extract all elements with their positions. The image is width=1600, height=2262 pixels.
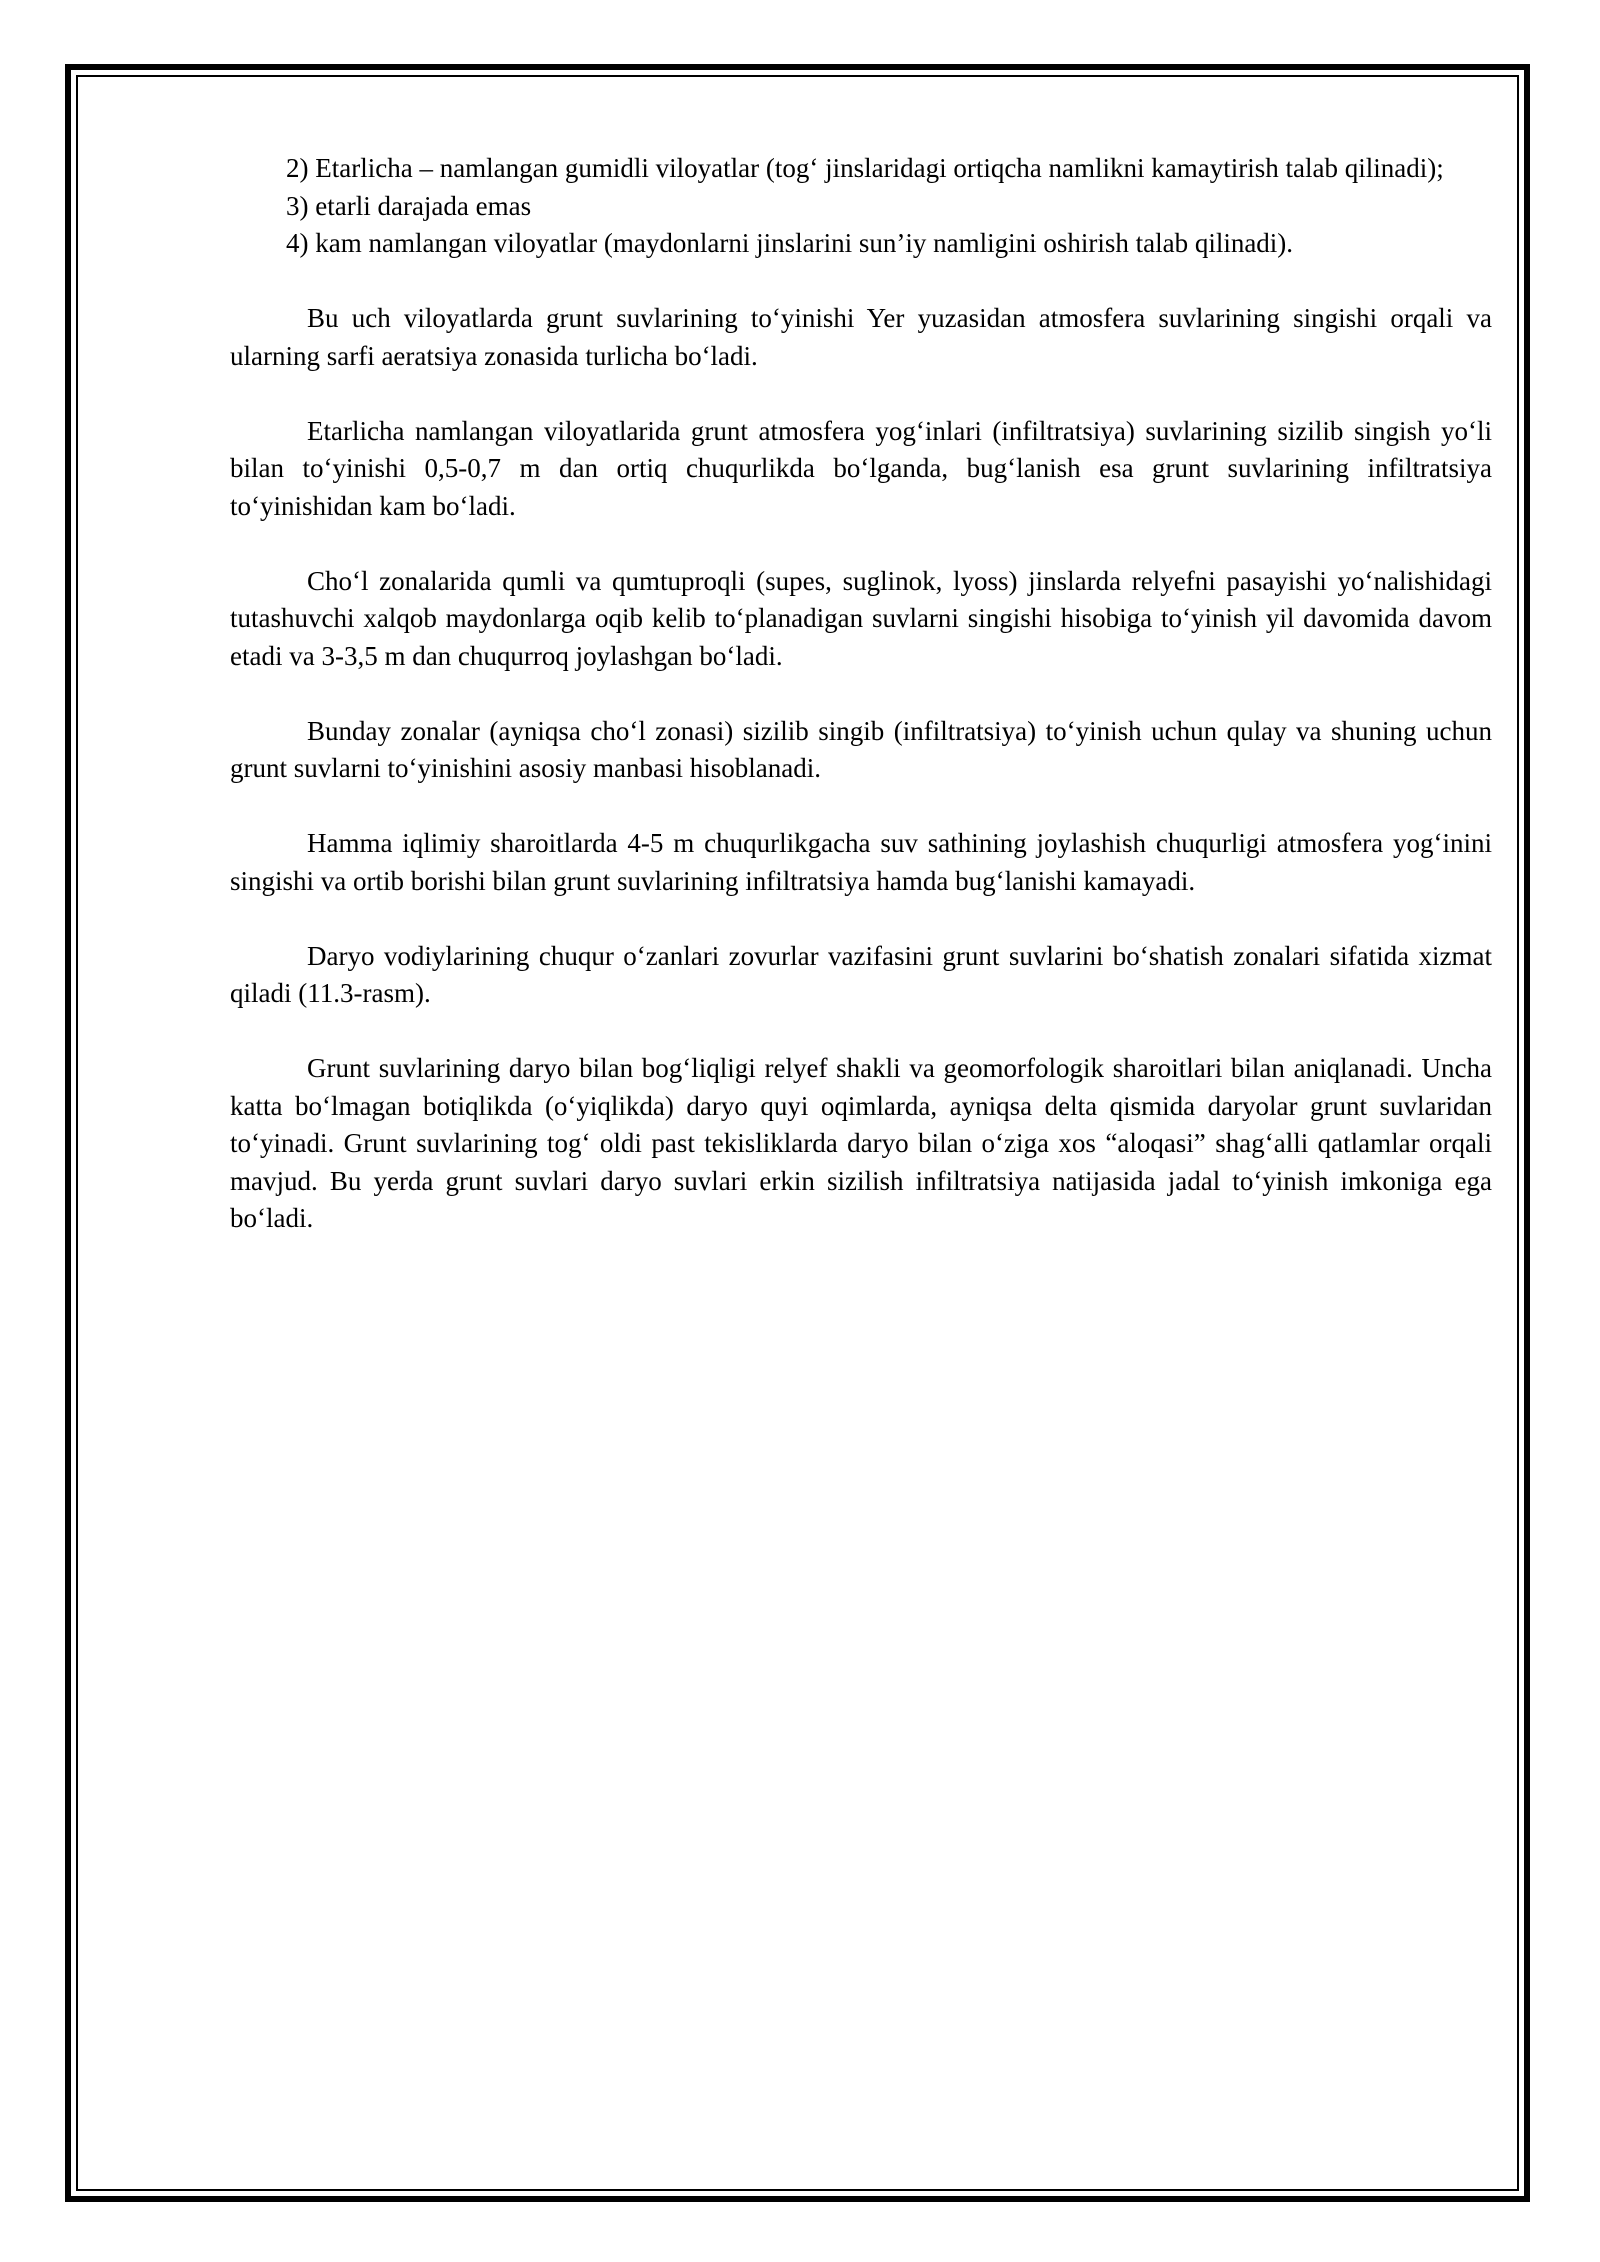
list-item-number: 4) [286,228,309,258]
list-item [286,188,1492,226]
list-item [286,150,1492,188]
list-item-number: 3) [286,190,309,221]
paragraph: Bunday zonalar (ayniqsa cho‘l zonasi) sizilib singib (infiltratsiya) to‘yinish uchun qulay va shuning uchun grunt suvlarni to‘yinishini asosiy manbasi hisoblanadi. [230,715,1492,783]
list-item-text: etarli darajada emas [315,190,532,221]
list-item-number: 2) [286,153,309,183]
document-body [230,150,1492,1238]
paragraph: Etarlicha namlangan viloyatlarida grunt atmosfera yog‘inlari (infiltratsiya) suvlarining sizilib singish yo‘li bilan to‘yinishi 0,5-0,7 m dan ortiq chuqurlikda bo‘lganda, bug‘lanish esa grunt suvlarining infiltratsiya to‘yinishidan kam bo‘ladi. [230,415,1492,521]
paragraph: Grunt suvlarining daryo bilan bog‘liqligi relyef shakli va geomorfologik sharoitlari bilan aniqlanadi. Uncha katta bo‘lmagan botiqlikda (o‘yiqlikda) daryo quyi oqimlarda, ayniqsa delta qismida daryolar grunt suvlaridan to‘yinadi. Grunt suvlarining tog‘ oldi past tekisliklarda daryo bilan o‘ziga xos “aloqasi” shag‘alli qatlamlar orqali mavjud. Bu yerda grunt suvlari daryo suvlari erkin sizilish infiltratsiya natijasida jadal to‘yinish imkoniga ega bo‘ladi. [230,1053,1492,1233]
paragraph: Cho‘l zonalarida qumli va qumtuproqli (supes, suglinok, lyoss) jinslarda relyefni pasayishi yo‘nalishidagi tutashuvchi xalqob maydonlarga oqib kelib to‘planadigan suvlarni singishi hisobiga to‘yinish yil davomida davom etadi va 3-3,5 m dan chuqurroq joylashgan bo‘ladi. [230,565,1492,671]
paragraph: Hamma iqlimiy sharoitlarda 4-5 m chuqurlikgacha suv sathining joylashish chuqurligi atmosfera yog‘inini singishi va ortib borishi bilan grunt suvlarining infiltratsiya hamda bug‘lanishi kamayadi. [230,828,1492,896]
list-item-text: Etarlicha – namlangan gumidli viloyatlar (tog‘ jinslaridagi ortiqcha namlikni kamaytirish talab qilinadi); [315,153,1444,183]
list-item-text: kam namlangan viloyatlar (maydonlarni jinslarini sun’iy namligini oshirish talab qilinadi). [315,228,1294,258]
paragraph: Daryo vodiylarining chuqur o‘zanlari zovurlar vazifasini grunt suvlarini bo‘shatish zonalari sifatida xizmat qiladi (11.3-rasm). [230,940,1492,1008]
paragraph: Bu uch viloyatlarda grunt suvlarining to‘yinishi Yer yuzasidan atmosfera suvlarining singishi orqali va ularning sarfi aeratsiya zonasida turlicha bo‘ladi. [230,303,1492,371]
list-item [286,225,1492,263]
